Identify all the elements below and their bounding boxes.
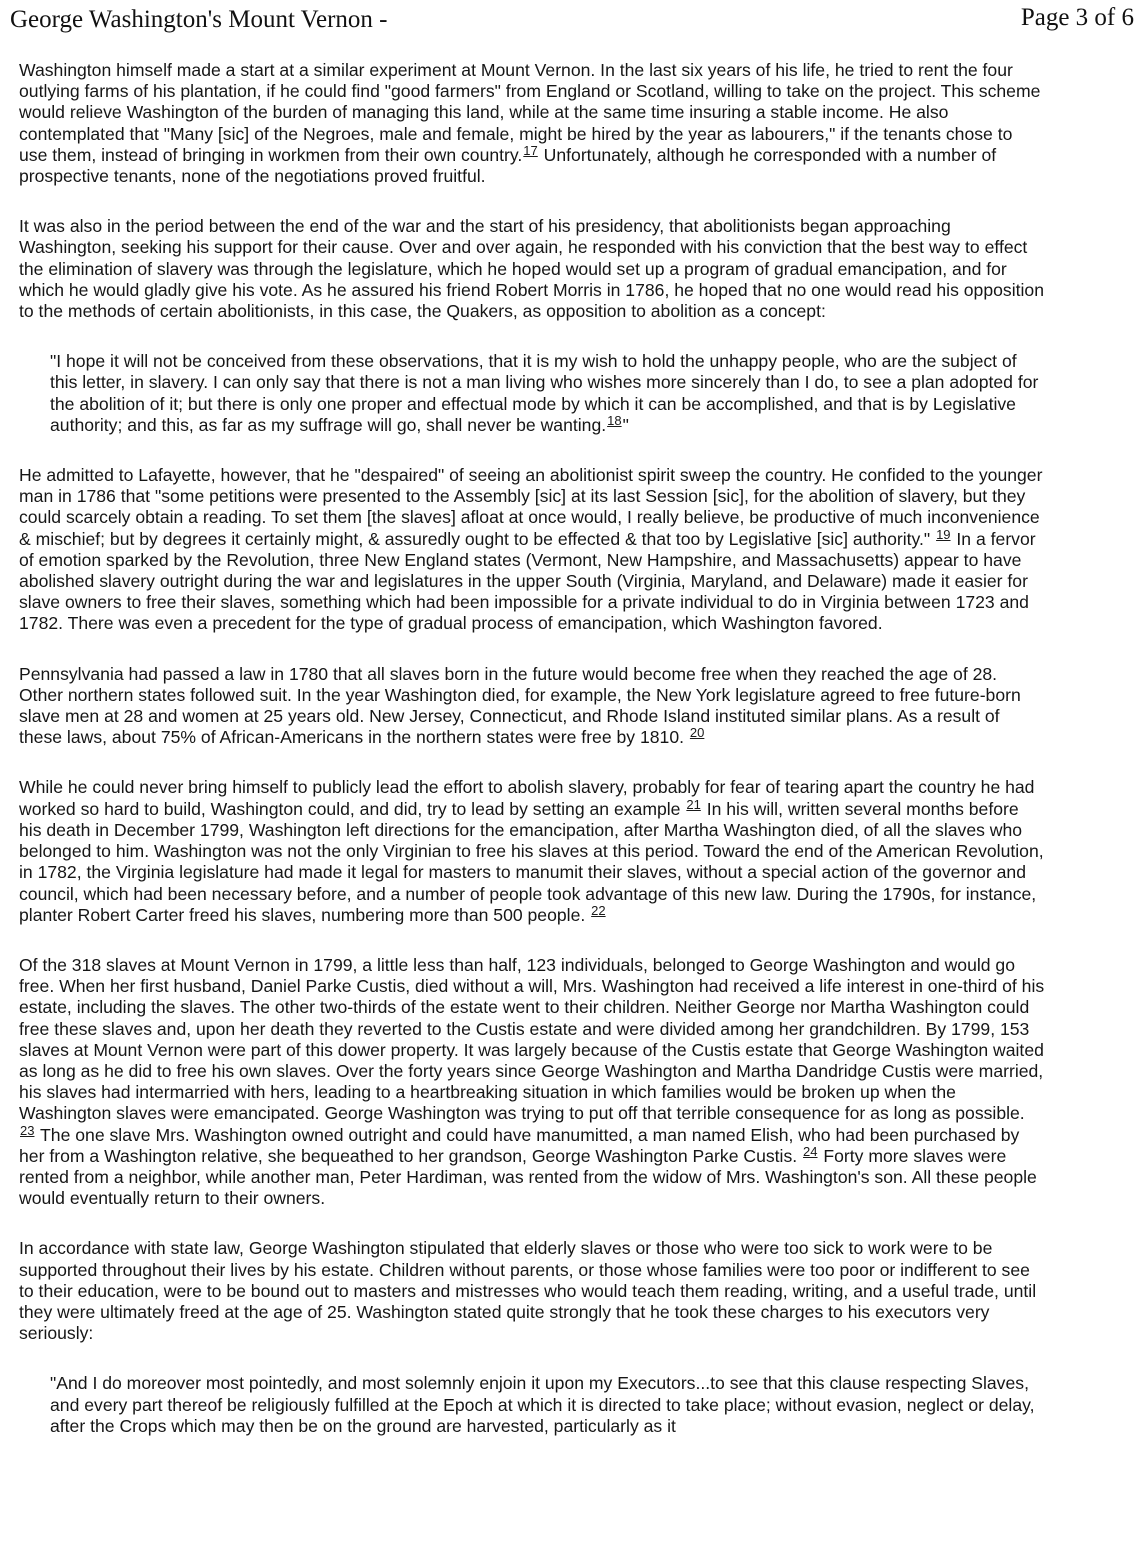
site-title: George Washington's Mount Vernon -: [10, 6, 388, 33]
block-quote: "And I do moreover most pointedly, and most solemnly enjoin it upon my Executors...to see that this clause respecting Slaves, and every part thereof be religiously fulfilled at the Epoch at which it is directed to take place; without evasion, neglect or delay, after the Crops which may then be on the ground are harvested, particularly as it: [50, 1373, 1035, 1436]
block-quote: "I hope it will not be conceived from these observations, that it is my wish to hold the unhappy people, who are the subject of this letter, in slavery. I can only say that there is not a man living who wishes more sincerely than I do, to see a plan adopted for the abolition of it; but there is only one proper and effectual mode by which it can be accomplished, and that is by Legislative authority; and this, as far as my suffrage will go, shall never be wanting.$^{18}$": [50, 351, 1039, 435]
footnote-link-19[interactable]: 19: [936, 526, 951, 542]
paragraph: Of the 318 slaves at Mount Vernon in 1799, a little less than half, 123 individuals, belonged to George Washington and would go free. When her first husband, Daniel Parke Custis, died without a will, Mrs. Washington had received a life interest in one-third of his estate, including the slaves. The other two-thirds of the estate went to their children. Neither George nor Martha Washington could free these slaves and, upon her death they reverted to the Custis estate and were divided among her grandchildren. By 1799, 153 slaves at Mount Vernon were part of this dower property. It was largely because of the Custis estate that George Washington waited as long as he did to free his own slaves. Over the forty years since George Washington and Martha Dandridge Custis were married, his slaves had intermarried with hers, leading to a heartbreaking situation in which families would be broken up when the Washington slaves were emancipated. George Washington was trying to put off that terrible consequence for as long as possible. $^{23}$ The one slave Mrs. Washington owned outright and could have manumitted, a man named Elish, who had been purchased by her from a Washington relative, she bequeathed to her grandson, George Washington Parke Custis. $^{24}$ Forty more slaves were rented from a neighbor, while another man, Peter Hardiman, was rented from the widow of Mrs. Washington's son. All these people would eventually return to their owners.: [19, 954, 1045, 1209]
footnote-link-17[interactable]: 17: [523, 142, 538, 158]
page-header: [0, 4, 1142, 40]
paragraph: It was also in the period between the end of the war and the start of his presidency, that abolitionists began approaching Washington, seeking his support for their cause. Over and over again, he responded with his conviction that the best way to effect the elimination of slavery was through the legislature, which he hoped would set up a program of gradual emancipation, and for which he would gladly give his vote. As he assured his friend Robert Morris in 1786, he hoped that no one would read his opposition to the methods of certain abolitionists, in this case, the Quakers, as opposition to abolition as a concept:: [19, 216, 1044, 322]
footnote-link-20[interactable]: 20: [689, 725, 705, 741]
paragraph: Washington himself made a start at a similar experiment at Mount Vernon. In the last six years of his life, he tried to rent the four outlying farms of his plantation, if he could find "good farmers" from England or Scotland, willing to take on the project. This scheme would relieve Washington of the burden of managing this land, while at the same time insuring a stable income. He also contemplated that "Many [sic] of the Negroes, male and female, might be hired by the year as labourers," if the tenants chose to use them, instead of bringing in workmen from their own country.$^{17}$ Unfortunately, although he corresponded with a number of prospective tenants, none of the negotiations proved fruitful.: [19, 60, 1041, 187]
page-number: Page 3 of 6: [1020, 4, 1134, 31]
paragraph: While he could never bring himself to publicly lead the effort to abolish slavery, probably for fear of tearing apart the country he had worked so hard to build, Washington could, and did, try to lead by setting an example $^{21}$ In his will, written several months before his death in December 1799, Washington left directions for the emancipation, after Martha Washington died, of all the slaves who belonged to him. Washington was not the only Virginian to free his slaves at this period. Toward the end of the American Revolution, in 1782, the Virginia legislature had made it legal for masters to manumit their slaves, without a special action of the governor and council, which had been necessary before, and a number of people took advantage of this new law. During the 1790s, for instance, planter Robert Carter freed his slaves, numbering more than 500 people. $^{22}$: [19, 777, 1044, 925]
footnote-link-22[interactable]: 22: [591, 902, 606, 918]
footnote-link-24[interactable]: 24: [803, 1143, 818, 1159]
footnote-link-23[interactable]: 23: [20, 1122, 35, 1138]
paragraph: He admitted to Lafayette, however, that he "despaired" of seeing an abolitionist spirit sweep the country. He confided to the younger man in 1786 that "some petitions were presented to the Assembly [sic] at its last Session [sic], for the abolition of slavery, but they could scarcely obtain a reading. To set them [the slaves] afloat at once would, I really believe, be productive of much inconvenience & mischief; but by degrees it certainly might, & assuredly ought to be effected & that too by Legislative [sic] authority." $^{19}$ In a fervor of emotion sparked by the Revolution, three New England states (Vermont, New Hampshire, and Massachusetts) appear to have abolished slavery outright during the war and legislatures in the upper South (Virginia, Maryland, and Delaware) made it easier for slave owners to free their slaves, something which had been impossible for a private individual to do in Virginia between 1723 and 1782. There was even a precedent for the type of gradual process of emancipation, which Washington favored.: [19, 465, 1043, 634]
paragraph: Pennsylvania had passed a law in 1780 that all slaves born in the future would become free when they reached the age of 28. Other northern states followed suit. In the year Washington died, for example, the New York legislature agreed to free future-born slave men at 28 and women at 25 years old. New Jersey, Connecticut, and Rhode Island instituted similar plans. As a result of these laws, about 75% of African-Americans in the northern states were free by 1810. $^{20}$: [19, 663, 1021, 748]
footnote-link-21[interactable]: 21: [686, 796, 701, 812]
article-body: [19, 60, 1045, 1437]
paragraph: In accordance with state law, George Washington stipulated that elderly slaves or those who were too sick to work were to be supported throughout their lives by his estate. Children without parents, or those whose families were too poor or indifferent to see to their education, were to be bound out to masters and mistresses who would teach them reading, writing, and a useful trade, until they were ultimately freed at the age of 25. Washington stated quite strongly that he took these charges to his executors very seriously:: [19, 1238, 1037, 1344]
footnote-link-18[interactable]: 18: [607, 412, 622, 428]
